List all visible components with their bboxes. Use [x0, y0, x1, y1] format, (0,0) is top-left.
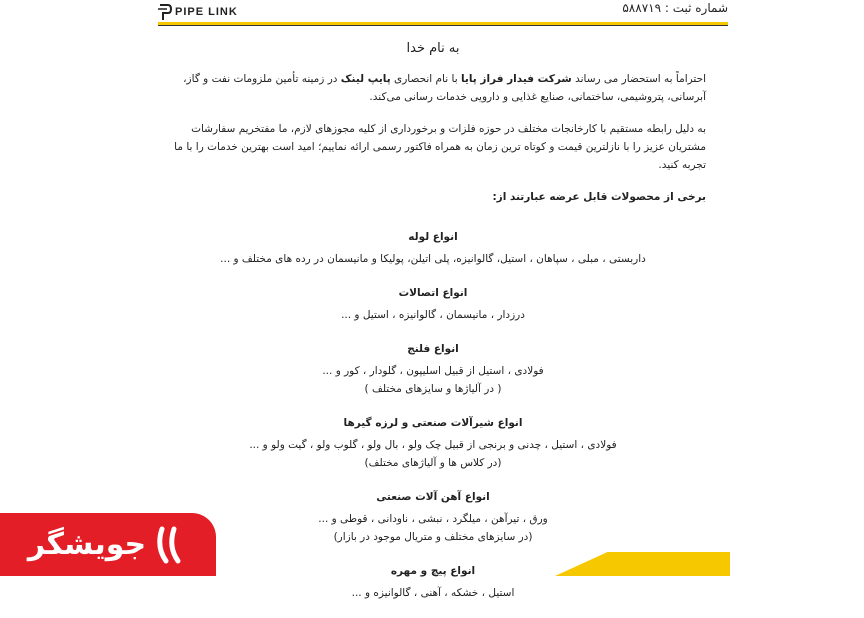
category-line: استیل ، خشکه ، آهنی ، گالوانیزه و ... [351, 587, 515, 599]
category-line: داربستی ، مبلی ، سپاهان ، استیل، گالوانیزه، پلی اتیلن، پولیکا و مانیسمان در رده های مختلف و ... [220, 253, 646, 265]
basmala: به نام خدا [406, 41, 460, 56]
service-paragraph: به دلیل رابطه مستقیم با کارخانجات مختلف در حوزه فلزات و برخورداری از کلیه مجوزهای لازم، ما مفتخریم سفارشات مشتریان عزیز را با نازلترین قیمت و کوتاه ترین زمان به همراه فاکتور رسمی ارائه نماییم؛ امید است بهترین خدمات را با ما تجربه کنید. [174, 123, 706, 171]
category-valves [160, 414, 706, 472]
company-name: شرکت فیدار فراز پایا [460, 73, 572, 85]
intro-text-a: احتراماً به استحضار می رساند [571, 73, 706, 85]
brand-name: پایپ لینک [340, 73, 391, 85]
category-line: درزدار ، مانیسمان ، گالوانیزه ، استیل و ... [341, 309, 525, 321]
category-flanges [160, 340, 706, 398]
category-pipes [160, 228, 706, 268]
category-note: ( در آلیاژها و سایزهای مختلف ) [364, 383, 502, 395]
pipe-logo-icon [158, 3, 172, 21]
category-title: انواع لوله [408, 231, 458, 243]
watermark-logo-icon [154, 525, 188, 565]
logo-text: PIPE LINK [175, 6, 238, 18]
category-title: انواع فلنج [407, 343, 459, 355]
category-steel [160, 488, 706, 546]
category-line: فولادی ، استیل از قبیل اسلیپون ، گلودار ، کور و ... [322, 365, 544, 377]
category-title: انواع پیچ و مهره [390, 565, 476, 577]
category-note: (در سایزهای مختلف و متریال موجود در بازار) [333, 531, 533, 543]
header-divider [158, 25, 728, 26]
site-watermark [0, 513, 216, 576]
category-line: ورق ، تیرآهن ، میلگرد ، نبشی ، ناودانی ، قوطی و ... [318, 513, 548, 525]
intro-text-c: در زمینه تأمین ملزومات نفت و گاز، آبرسانی، پتروشیمی، ساختمانی، صنایع غذایی و دارویی خدمات رسانی می‌کند. [183, 73, 706, 103]
category-title: انواع اتصالات [398, 287, 468, 299]
letter-body [160, 36, 706, 618]
category-title: انواع شیرآلات صنعتی و لرزه گیرها [343, 417, 523, 429]
registration-number: شماره ثبت : ۵۸۸۷۱۹ [622, 1, 728, 15]
products-heading: برخی از محصولات قابل عرضه عبارتند از: [492, 191, 706, 203]
pipe-link-logo [158, 2, 238, 22]
watermark-text: جویشگر [27, 527, 147, 562]
category-note: (در کلاس ها و آلیاژهای مختلف) [364, 457, 502, 469]
intro-text-b: با نام انحصاری [390, 73, 461, 85]
product-categories [160, 228, 706, 602]
category-line: فولادی ، استیل ، چدنی و برنجی از قبیل چک ولو ، بال ولو ، گلوب ولو ، گیت ولو و ... [249, 439, 617, 451]
intro-paragraph [160, 70, 706, 106]
category-fittings [160, 284, 706, 324]
category-title: انواع آهن آلات صنعتی [376, 491, 490, 503]
